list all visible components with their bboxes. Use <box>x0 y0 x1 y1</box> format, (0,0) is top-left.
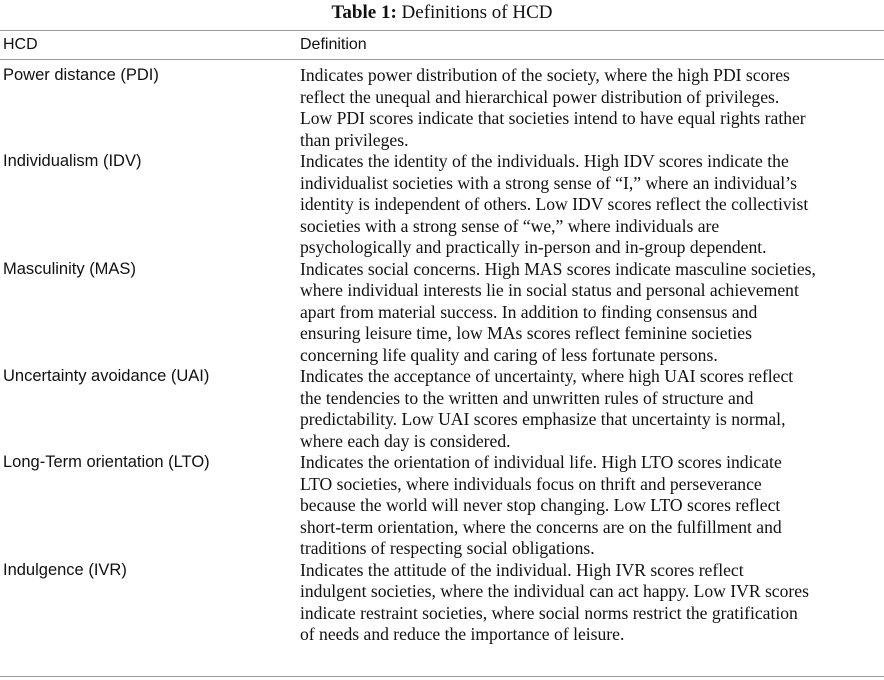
definition-line: Indicates the attitude of the individual. High IVR scores reflect <box>300 559 744 580</box>
definition-line: psychologically and practically in-person and in-group dependent. <box>300 237 767 257</box>
table-row <box>0 560 884 646</box>
definition-line: short-term orientation, where the concerns are on the fulfillment and <box>300 516 782 537</box>
definition-line: societies with a strong sense of “we,” where individuals are <box>300 215 720 236</box>
hcd-definition <box>300 151 884 259</box>
table-row <box>0 59 884 151</box>
hcd-term: Individualism (IDV) <box>3 152 142 170</box>
definition-line: Indicates social concerns. High MAS scores indicate masculine societies, <box>300 258 816 279</box>
table-row <box>0 366 884 452</box>
definition-line: Indicates the orientation of individual life. High LTO scores indicate <box>300 452 782 472</box>
caption-title: Definitions of HCD <box>401 2 553 23</box>
column-header-definition: Definition <box>300 36 367 53</box>
hcd-definition <box>300 259 884 367</box>
hcd-term: Indulgence (IVR) <box>3 560 127 579</box>
definition-line: Indicates the identity of the individuals. High IDV scores indicate the <box>300 151 789 171</box>
definition-line: the tendencies to the written and unwritten rules of structure and <box>300 387 754 408</box>
definition-line: Low PDI scores indicate that societies intend to have equal rights rather <box>300 108 806 128</box>
hcd-definition <box>300 560 884 646</box>
definition-line: because the world will never stop changing. Low LTO scores reflect <box>300 495 781 515</box>
table-row <box>0 151 884 259</box>
definition-line: concerning life quality and caring of less fortunate persons. <box>300 344 718 365</box>
hcd-definition <box>300 366 884 452</box>
definition-line: predictability. Low UAI scores emphasize that uncertainty is normal, <box>300 409 786 429</box>
definition-line: ensuring leisure time, low MAs scores reflect feminine societies <box>300 323 752 343</box>
definition-line: traditions of respecting social obligations. <box>300 538 595 558</box>
definition-line: individualist societies with a strong sense of “I,” where an individual’s <box>300 172 797 193</box>
hcd-term: Masculinity (MAS) <box>3 259 136 278</box>
definition-line: apart from material success. In addition to finding consensus and <box>300 301 758 322</box>
table-row <box>0 259 884 367</box>
table-caption <box>0 0 884 28</box>
hcd-definition <box>300 59 884 151</box>
hcd-term: Long-Term orientation (LTO) <box>3 453 210 471</box>
definition-line: where each day is considered. <box>300 430 511 451</box>
definitions-table <box>0 31 884 646</box>
hcd-definition <box>300 452 884 560</box>
bottom-rule <box>0 676 884 677</box>
table-row <box>0 452 884 560</box>
hcd-term: Uncertainty avoidance (UAI) <box>3 367 210 385</box>
definition-line: of needs and reduce the importance of leisure. <box>300 624 625 644</box>
column-header-hcd: HCD <box>3 36 38 53</box>
definition-line: indulgent societies, where the individual can act happy. Low IVR scores <box>300 581 809 601</box>
definition-line: Indicates the acceptance of uncertainty, where high UAI scores reflect <box>300 366 794 386</box>
table-body <box>0 59 884 646</box>
definition-line: Indicates power distribution of the society, where the high PDI scores <box>300 65 790 85</box>
definition-line: reflect the unequal and hierarchical power distribution of privileges. <box>300 86 780 107</box>
definition-line: where individual interests lie in social status and personal achievement <box>300 280 799 300</box>
hcd-term: Power distance (PDI) <box>3 66 159 84</box>
definition-line: LTO societies, where individuals focus on thrift and perseverance <box>300 473 762 494</box>
caption-label: Table 1: <box>331 2 397 23</box>
definition-line: than privileges. <box>300 129 409 150</box>
definition-line: identity is independent of others. Low IDV scores reflect the collectivist <box>300 194 809 214</box>
header-row <box>0 31 884 59</box>
definition-line: indicate restraint societies, where social norms restrict the gratification <box>300 602 798 623</box>
